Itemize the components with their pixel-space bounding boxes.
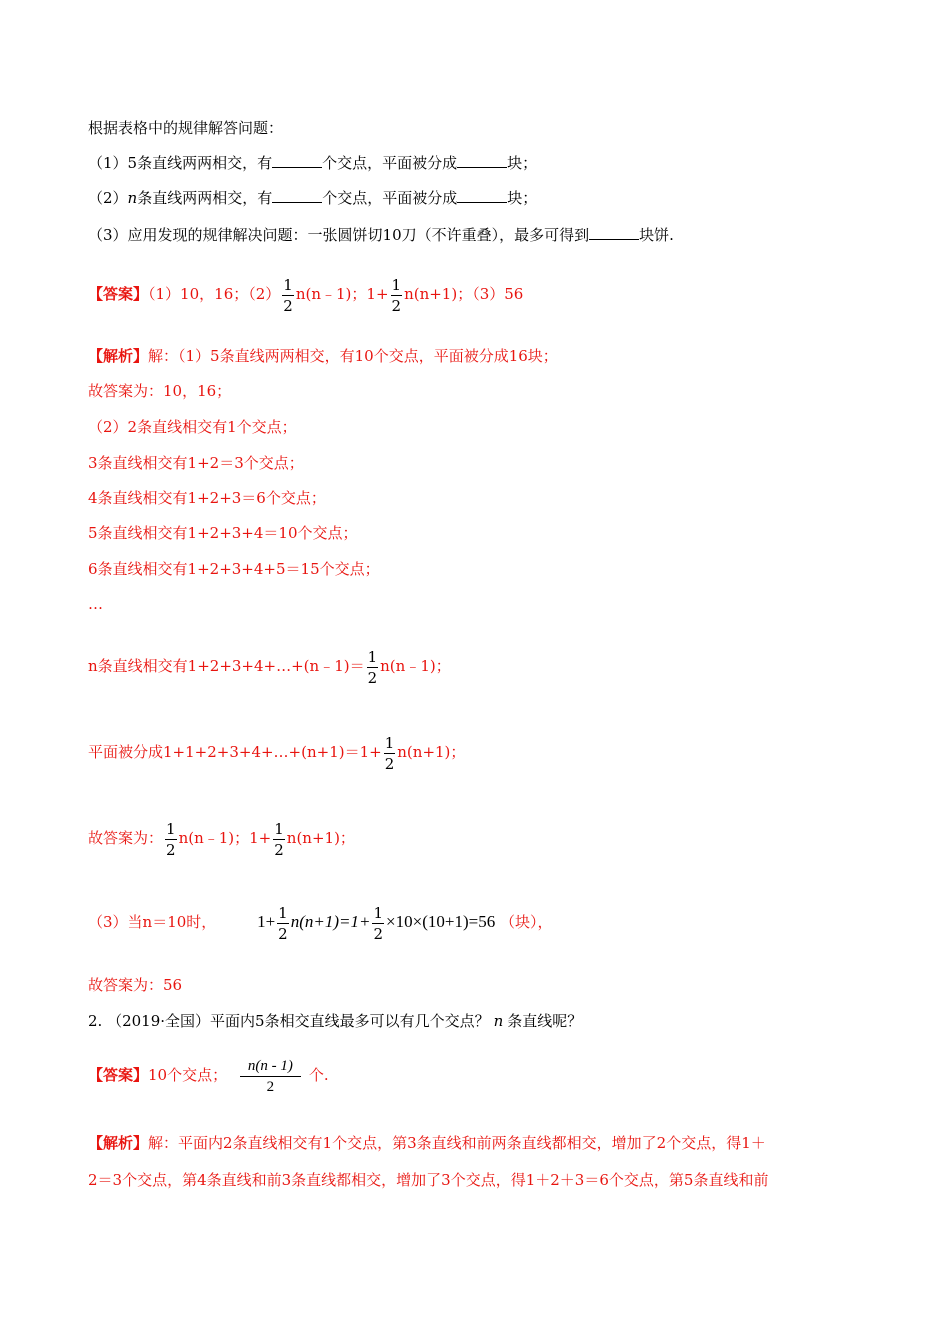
answer1-part3: n(n+1)；（3）56	[404, 285, 524, 303]
solution-line: 故答案为：10，16；	[88, 382, 232, 400]
problem2-var-n: n	[493, 1012, 504, 1030]
analysis2-text-1: 解：平面内2条直线相交有1个交点，第3条直线和前两条直线都相交，增加了2个交点，得1＋	[148, 1134, 766, 1152]
fraction-den: 2	[274, 840, 284, 859]
plane-text-b: n(n+1)；	[397, 743, 466, 761]
problem2-text2: 条直线呢？	[507, 1012, 583, 1030]
q1-text-c: 块；	[507, 154, 538, 172]
fraction-num: 1	[384, 733, 395, 752]
problem2-text: （2019·全国）平面内5条相交直线最多可以有几个交点？	[107, 1012, 490, 1030]
q3sol-text-a: （3）当n＝10时，	[88, 913, 217, 931]
q3-solution	[88, 890, 552, 954]
ans2-text-a: 故答案为：	[88, 829, 164, 847]
q2-text-b: 个交点，平面被分成	[322, 189, 458, 207]
nline-text-b: n(n﹣1)；	[380, 657, 451, 675]
formula-part-c: ×10×(10+1)=56	[386, 912, 496, 931]
answer-tag: 【答案】	[88, 285, 149, 303]
q2-blank-1[interactable]	[272, 188, 322, 203]
fraction-num: 1	[391, 275, 402, 294]
question-3	[88, 225, 674, 245]
q2-prefix: （2）	[88, 189, 128, 207]
intro-text: 根据表格中的规律解答问题：	[88, 119, 284, 137]
problem-2	[88, 1011, 582, 1031]
fraction-den: 2	[367, 668, 378, 687]
solution-line: （2）2条直线相交有1个交点；	[88, 418, 297, 436]
question-2	[88, 188, 537, 208]
fraction-formula	[240, 1056, 301, 1097]
fraction-den: 2	[166, 840, 176, 859]
fraction-den: 2	[278, 924, 288, 943]
fraction-num: 1	[367, 647, 378, 666]
solution-line: 5条直线相交有1+2+3+4＝10个交点；	[88, 524, 358, 542]
answer-1	[88, 262, 523, 326]
formula-part-a: 1+	[257, 912, 276, 931]
q2-blank-2[interactable]	[457, 188, 507, 203]
analysis-2-line-2: 2＝3个交点，第4条直线和前3条直线都相交，增加了3个交点，得1＋2＋3＝6个交点，第5条直线和前	[88, 1171, 769, 1189]
answer-2	[88, 1043, 329, 1107]
fraction-half	[367, 647, 379, 688]
fraction-half	[282, 275, 294, 316]
question-1	[88, 153, 537, 173]
answer-summary-3: 故答案为：56	[88, 976, 183, 994]
fraction-half	[273, 819, 285, 860]
solution-line: 6条直线相交有1+2+3+4+5＝15个交点；	[88, 560, 380, 578]
answer-summary-2	[88, 806, 355, 870]
fraction-den: 2	[391, 296, 402, 315]
nline-text-a: n条直线相交有1+2+3+4+…+(n﹣1)＝	[88, 657, 365, 675]
n-lines-formula	[88, 634, 451, 698]
fraction-half	[165, 819, 177, 860]
q2-text-a: 条直线两两相交，有	[137, 189, 273, 207]
q1-text-a: （1）5条直线两两相交，有	[88, 154, 273, 172]
fraction-half	[372, 903, 384, 944]
analysis-1	[88, 346, 558, 366]
ans2-text-b: n(n﹣1)；1+	[178, 829, 272, 847]
answer-tag: 【答案】	[88, 1066, 149, 1084]
solution-line: 4条直线相交有1+2+3＝6个交点；	[88, 489, 326, 507]
formula-part-b: n(n+1)=1+	[290, 912, 371, 931]
fraction-num: 1	[373, 903, 384, 922]
q3-text-b: 块饼.	[639, 226, 674, 244]
fraction-den: 2	[384, 754, 395, 773]
analysis-tag: 【解析】	[88, 347, 149, 365]
solution-ellipsis: …	[88, 595, 103, 613]
q2-var-n: n	[127, 189, 138, 207]
ans2-text-c: n(n+1)；	[286, 829, 355, 847]
q3-text-a: （3）应用发现的规律解决问题：一张圆饼切10刀（不许重叠），最多可得到	[88, 226, 590, 244]
q3sol-text-b: （块），	[499, 913, 553, 931]
solution-line: 3条直线相交有1+2＝3个交点；	[88, 454, 304, 472]
fraction-den: 2	[373, 924, 384, 943]
q1-blank-1[interactable]	[272, 153, 322, 168]
analysis-tag: 【解析】	[88, 1134, 149, 1152]
q2-text-c: 块；	[507, 189, 538, 207]
fraction-num: 1	[283, 275, 293, 294]
answer2-text2: 个.	[308, 1066, 329, 1084]
fraction-den: 2	[266, 1078, 275, 1095]
fraction-half	[384, 733, 396, 774]
plane-formula	[88, 720, 465, 784]
fraction-half	[391, 275, 403, 316]
analysis1-text: 解：（1）5条直线两两相交，有10个交点，平面被分成16块；	[148, 347, 558, 365]
plane-text-a: 平面被分成1+1+2+3+4+…+(n+1)＝1+	[88, 743, 382, 761]
q3-blank[interactable]	[589, 225, 639, 240]
fraction-num: 1	[166, 819, 176, 838]
answer2-text: 10个交点；	[148, 1066, 228, 1084]
problem2-number: 2.	[88, 1012, 103, 1030]
analysis-2-line-1	[88, 1133, 766, 1153]
q1-text-b: 个交点，平面被分成	[322, 154, 458, 172]
fraction-num: 1	[278, 903, 288, 922]
q1-blank-2[interactable]	[457, 153, 507, 168]
answer1-part2: n(n﹣1)；1+	[295, 285, 389, 303]
fraction-num: n(n - 1)	[240, 1056, 301, 1077]
fraction-num: 1	[274, 819, 284, 838]
fraction-half	[277, 903, 289, 944]
formula	[257, 903, 496, 943]
fraction-den: 2	[283, 296, 293, 315]
answer1-part1: （1）10，16；（2）	[148, 285, 281, 303]
